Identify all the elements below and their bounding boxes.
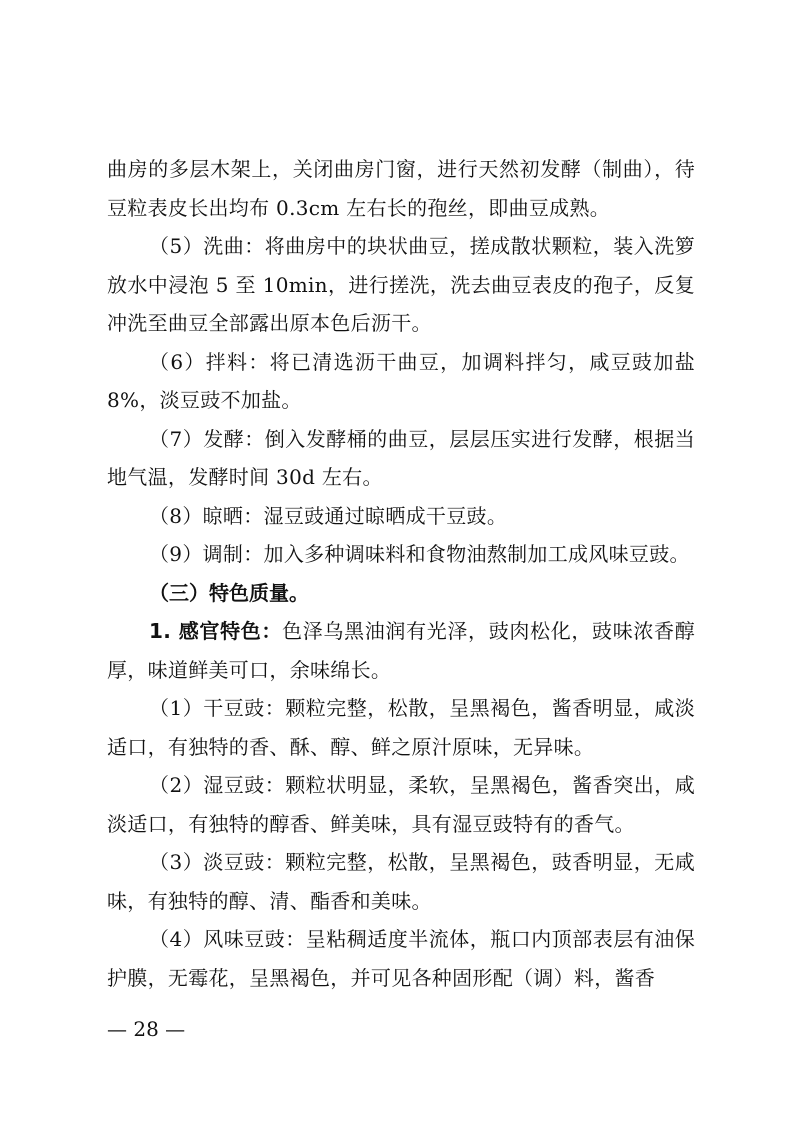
paragraph-item-4: （4）风味豆豉：呈粘稠适度半流体，瓶口内顶部表层有油保护膜，无霉花，呈黑褐色，并可见各种固形配（调）料，酱香 [107, 927, 695, 990]
paragraph-item-1: （1）干豆豉：颗粒完整，松散，呈黑褐色，酱香明显，咸淡适口，有独特的香、酥、醇、鲜之原汁原味，无异味。 [107, 696, 695, 759]
paragraph-sensory [107, 612, 695, 689]
sensory-text: 色泽乌黑油润有光泽，豉肉松化，豉味浓香醇厚，味道鲜美可口，余味绵长。 [107, 619, 696, 682]
paragraph-step-7: （7）发酵：倒入发酵桶的曲豆，层层压实进行发酵，根据当地气温，发酵时间 30d 左右。 [107, 426, 695, 489]
sensory-lead: 1. 感官特色： [149, 619, 283, 643]
paragraph-continuation: 曲房的多层木架上，关闭曲房门窗，进行天然初发酵（制曲），待豆粒表皮长出均布 0.3cm 左右长的孢丝，即曲豆成熟。 [107, 157, 695, 220]
section-heading: （三）特色质量。 [149, 580, 309, 605]
paragraph-step-9: （9）调制：加入多种调味料和食物油熬制加工成风味豆豉。 [149, 542, 690, 566]
document-body [107, 150, 695, 997]
paragraph-item-3: （3）淡豆豉：颗粒完整，松散，呈黑褐色，豉香明显，无咸味，有独特的醇、清、酯香和美味。 [107, 850, 695, 913]
page-number: — 28 — [107, 1017, 186, 1041]
paragraph-item-2: （2）湿豆豉：颗粒状明显，柔软，呈黑褐色，酱香突出，咸淡适口，有独特的醇香、鲜美味，具有湿豆豉特有的香气。 [107, 773, 695, 836]
paragraph-step-8: （8）晾晒：湿豆豉通过晾晒成干豆豉。 [149, 503, 508, 528]
paragraph-step-6: （6）拌料：将已清选沥干曲豆，加调料拌匀，咸豆豉加盐 8%，淡豆豉不加盐。 [107, 349, 695, 412]
paragraph-step-5: （5）洗曲：将曲房中的块状曲豆，搓成散状颗粒，装入洗箩放水中浸泡 5 至 10min，进行搓洗，洗去曲豆表皮的孢子，反复冲洗至曲豆全部露出原本色后沥干。 [107, 234, 695, 335]
